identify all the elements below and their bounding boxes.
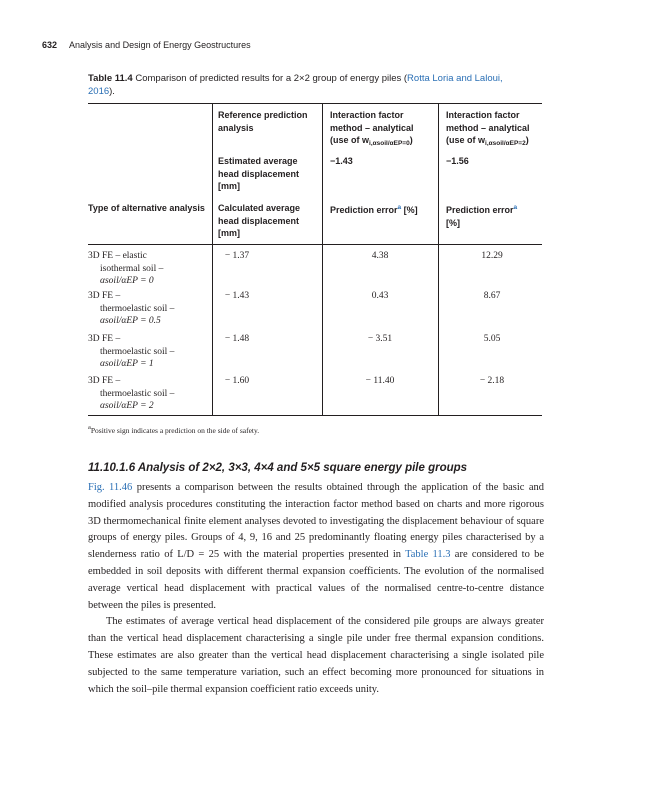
header-pred-error-0: Prediction error$^a$ [%] bbox=[330, 204, 418, 215]
paragraph-1: Fig. 11.46 presents a comparison between the results obtained through the application of the basic and modified analysis procedures constituting the interaction factor method based on charts and more rigorous 3D thermomechanical finite element analyses devoted to investigating the displacement behaviour of square groups of energy piles. Groups of 4, 9, 16 and 25 predominantly floating energy piles characterised by a slenderness ratio of L/D = 25 with the material properties presented in Table 11.3 are considered to be embedded in soil deposits with different thermal expansion coefficients. The evolution of the normalised average vertical head displacement with practical values of the normalised centre-to-centre distance between the piles is presented. bbox=[88, 482, 544, 611]
running-title: Analysis and Design of Energy Geostructures bbox=[69, 40, 251, 50]
page-number: 632 bbox=[42, 40, 58, 50]
caption-text: Comparison of predicted results for a 2×2 group of energy piles ( bbox=[135, 73, 408, 84]
table-cell-calc: − 1.43 bbox=[224, 291, 250, 301]
table-cell-calc: − 1.37 bbox=[224, 251, 250, 261]
caption-citation-link[interactable]: Rotta Loria and Laloui, 2016 bbox=[88, 73, 503, 97]
header-method-0: Interaction factor method – analytical (use of $w_{i,\alpha soil/\alpha EP=0}$) bbox=[330, 110, 414, 147]
figure-link[interactable]: Fig. 11.46 bbox=[88, 482, 133, 493]
table-top-rule bbox=[88, 103, 542, 104]
table-cell-err2: − 2.18 bbox=[479, 376, 505, 386]
table-bottom-rule bbox=[88, 415, 542, 416]
table-link[interactable]: Table 11.3 bbox=[405, 549, 451, 561]
table-row-label: 3D FE – thermoelastic soil – αsoil/αEP = 2 bbox=[88, 376, 175, 411]
header-pred-error-2: Prediction error$^a$ [%] bbox=[446, 204, 518, 228]
section-heading: 11.10.1.6 Analysis of 2×2, 3×3, 4×4 and 5×5 square energy pile groups bbox=[88, 462, 468, 474]
header-calculated: Calculated average head displacement [mm] bbox=[218, 203, 301, 238]
running-header bbox=[42, 40, 251, 50]
body-text bbox=[88, 480, 544, 698]
table-footnote: aPositive sign indicates a prediction on the side of safety. bbox=[88, 424, 260, 435]
header-method-2: Interaction factor method – analytical (use of $w_{i,\alpha soil/\alpha EP=2}$) bbox=[446, 110, 530, 147]
estimated-value-2: −1.56 bbox=[446, 156, 469, 166]
table-cell-err2: 12.29 bbox=[481, 251, 503, 261]
table-label: Table 11.4 bbox=[88, 73, 133, 84]
estimated-value-0: −1.43 bbox=[330, 156, 353, 166]
table-caption bbox=[88, 72, 528, 98]
estimated-label: Estimated average head displacement [mm] bbox=[218, 156, 300, 191]
table-row-label: 3D FE – elastic isothermal soil – αsoil/αEP = 0 bbox=[88, 251, 164, 286]
paragraph-2: The estimates of average vertical head displacement of the considered pile groups are always greater than the vertical head displacement characterising a single pile under free thermal expansion conditions. These estimates are also greater than the vertical head displacement characterising a single isolated pile subjected to the same temperature variation, such an effect becoming more pronounced for situations in which the soil–pile thermal expansion coefficient ratio exceeds unity. bbox=[88, 616, 544, 695]
table-cell-err0: 4.38 bbox=[371, 251, 389, 261]
table-row-label: 3D FE – thermoelastic soil – αsoil/αEP = 1 bbox=[88, 334, 175, 369]
table-row-label: 3D FE – thermoelastic soil – αsoil/αEP = 0.5 bbox=[88, 291, 175, 326]
table-cell-calc: − 1.60 bbox=[224, 376, 250, 386]
table-cell-calc: − 1.48 bbox=[224, 334, 250, 344]
table-cell-err2: 8.67 bbox=[483, 291, 501, 301]
caption-tail: ). bbox=[109, 86, 115, 97]
table-cell-err0: − 11.40 bbox=[365, 376, 395, 386]
header-alt-analysis: Type of alternative analysis bbox=[88, 203, 205, 213]
table-cell-err0: − 3.51 bbox=[367, 334, 393, 344]
header-reference: Reference prediction analysis bbox=[218, 110, 308, 133]
table-cell-err0: 0.43 bbox=[371, 291, 389, 301]
table-cell-err2: 5.05 bbox=[483, 334, 501, 344]
table-header-rule bbox=[88, 244, 542, 245]
